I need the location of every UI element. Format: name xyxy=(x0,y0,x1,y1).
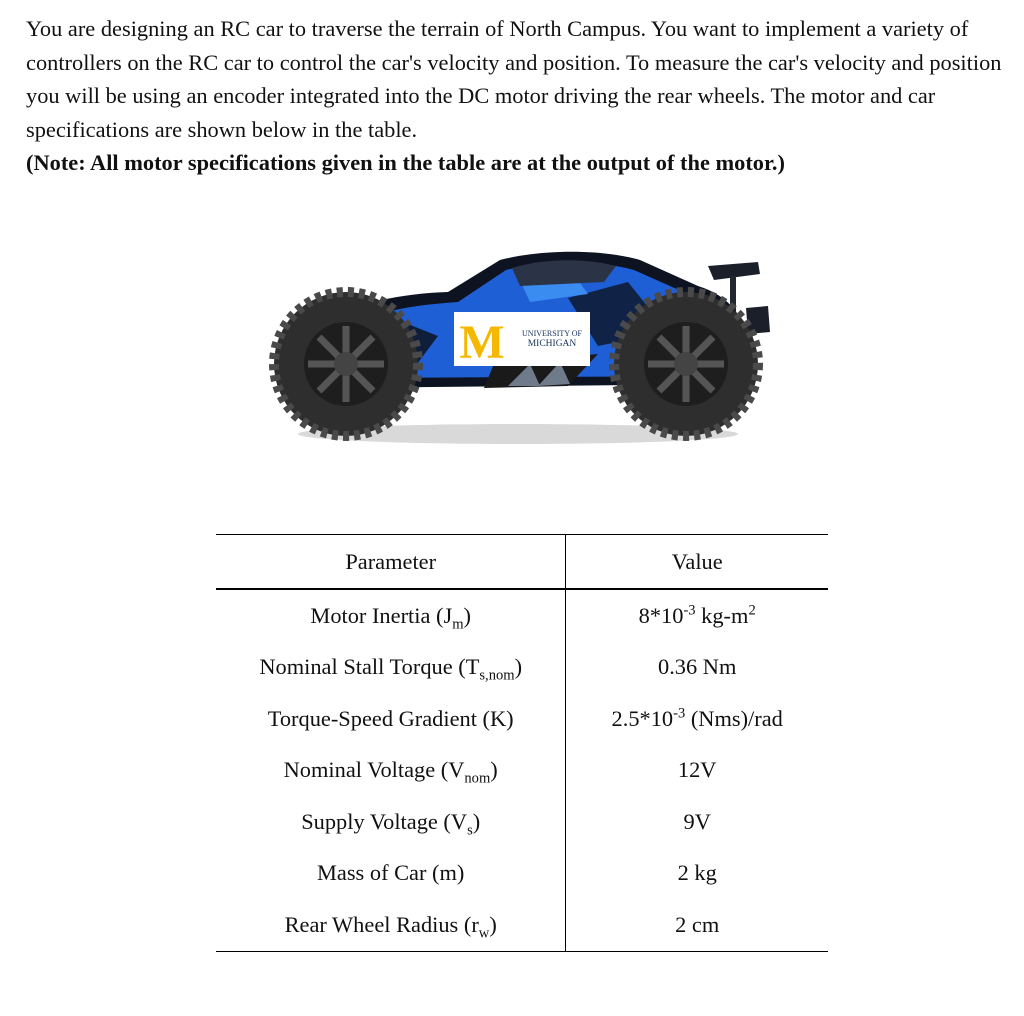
table-row xyxy=(216,589,828,642)
front-wheel xyxy=(274,292,418,436)
table-header-row xyxy=(216,535,828,590)
specifications-table xyxy=(216,534,828,952)
rc-car-illustration xyxy=(268,236,774,452)
table-row xyxy=(216,899,828,951)
row-parameter: Nominal Stall Torque $(T_{s,nom})$ xyxy=(216,642,566,694)
rc-car-image xyxy=(268,236,774,452)
row-value: $8*10^{-3}$ $kg-m^2$ xyxy=(638,602,756,628)
rear-wheel xyxy=(614,292,758,436)
logo-line-2: Michigan xyxy=(527,339,577,349)
table-row xyxy=(216,796,828,848)
row-parameter: Nominal Voltage $(V_{nom})$ xyxy=(216,745,566,797)
row-value: 9V xyxy=(683,808,711,834)
table-row xyxy=(216,693,828,745)
intro-note: (Note: All motor specifications given in the table are at the output of the motor.) xyxy=(26,150,785,175)
logo-line-1: University of xyxy=(522,329,582,338)
header-value: Value xyxy=(566,535,828,590)
row-value: 12V xyxy=(677,757,717,783)
row-parameter: Mass of Car (m) xyxy=(216,848,566,900)
problem-statement xyxy=(26,12,1011,180)
row-value: 2 cm xyxy=(566,899,828,951)
row-value: 2 kg xyxy=(677,860,717,886)
row-parameter: Motor Inertia $(J_m)$ xyxy=(216,589,566,642)
row-value: $2.5*10^{-3}$ (Nms)/rad xyxy=(611,705,783,731)
row-value: 0.36 Nm xyxy=(658,654,737,680)
header-parameter: Parameter xyxy=(216,535,566,590)
intro-paragraph: You are designing an RC car to traverse the terrain of North Campus. You want to implement a variety of controllers on the RC car to control the car's velocity and position. To measure the car's velocity and position you will be using an encoder integrated into the DC motor driving the rear wheels. The motor and car specifications are shown below in the table. xyxy=(26,16,1002,142)
umich-logo xyxy=(454,312,590,369)
table-row xyxy=(216,745,828,797)
row-parameter: Rear Wheel Radius $(r_w)$ xyxy=(216,899,566,951)
table-row xyxy=(216,642,828,694)
row-parameter: Torque-Speed Gradient (K) xyxy=(216,693,566,745)
row-parameter: Supply Voltage $(V_s)$ xyxy=(216,796,566,848)
logo-letter: M xyxy=(459,316,505,369)
table-row xyxy=(216,848,828,900)
